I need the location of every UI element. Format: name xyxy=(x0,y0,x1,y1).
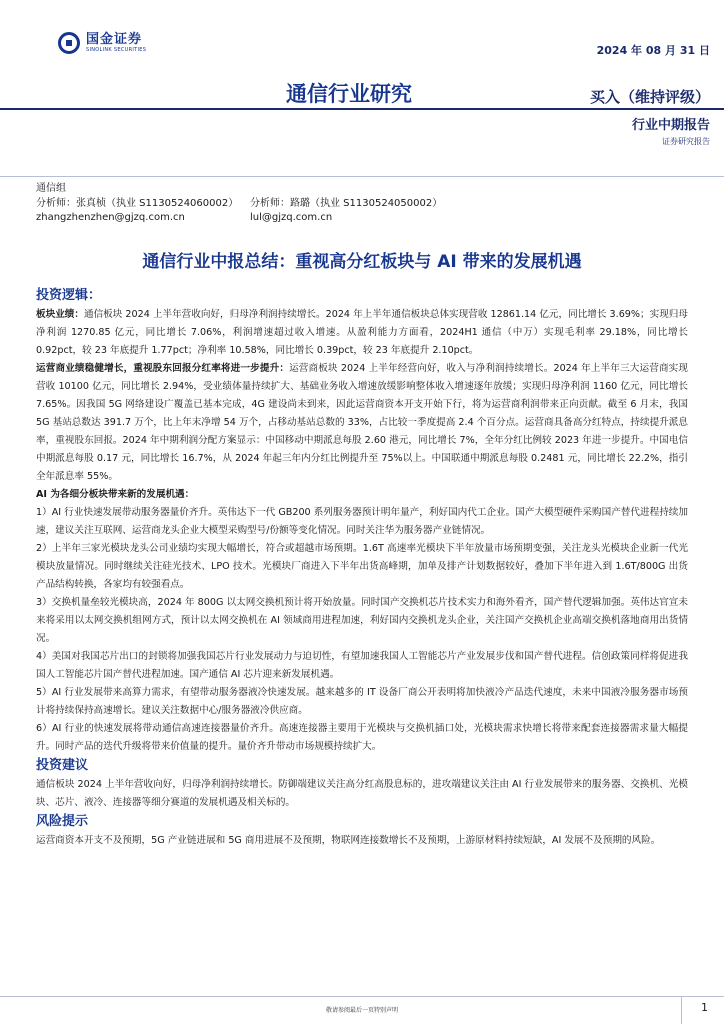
paragraph-lead: 板块业绩： xyxy=(36,309,84,320)
ai-item: 6）AI 行业的快速发展将带动通信高速连接器量价齐升。高速连接器主要用于光模块与交换机插口处，光模块需求快增长将带来配套连接器需求量大幅提升。同时产品的迭代升级将带来价值量的提升。量价齐升带动市场规模持续扩大。 xyxy=(36,723,688,752)
analyst-1-email[interactable]: zhangzhenzhen@gjzq.com.cn xyxy=(36,212,185,223)
header-divider xyxy=(0,108,724,110)
header-bottom-rule xyxy=(0,176,724,177)
company-logo xyxy=(58,32,146,54)
report-type: 行业中期报告 xyxy=(631,118,710,133)
paragraph-operators xyxy=(36,360,688,486)
ai-item: 2）上半年三家光模块龙头公司业绩均实现大幅增长，符合或超越市场预期。1.6T 高速率光模块下半年放量市场预期变强，关注龙头光模块企业新一代光模块放量情况。同时继续关注硅光技术、LPO 技术。光模块厂商进入下半年出货高峰期，加单及排产计划数据较好，叠加下半年进入到 1.6T/800G 出货产品结构转换，各家均有较强看点。 xyxy=(36,543,688,590)
ai-item: 1）AI 行业快速发展带动服务器量价齐升。英伟达下一代 GB200 系列服务器预计明年量产，利好国内代工企业。国产大模型硬件采购国产替代进程持续加速，建议关注互联网、运营商龙头企业大模型采购型号/份额等变化情况。同时关注华为服务器产业链情况。 xyxy=(36,507,688,536)
logo-name-en: SINOLINK SECURITIES xyxy=(86,47,147,53)
paragraph-text: 运营商板块 2024 上半年经营向好，收入与净利润持续增长。2024 年上半年三大运营商实现营收 10100 亿元，同比增长 2.94%，受业绩体量持续扩大、基础业务收入增速放缓影响整体收入增速逐年放缓；实现归母净利润 1160 亿元，同比增长 7.65%。因我国 5G 网络建设广覆盖已基本完成，4G 建设尚未到来，因此运营商资本开支开始下行，将为运营商利润带来正向贡献。截至 6 月末，我国 5G 基站总数达 391.7 万个，比上年末净增 54 万个，占移动基站总数的 33%，占比较一季度提高 2.4 个百分点。运营商具备高分红特点，持续提升派息率，重视股东回报。2024 年中期利润分配方案显示：中国移动中期派息每股 2.60 港元，同比增长 7%，全年分红比例较 2023 年进一步提升。中国电信中期派息每股 0.17 元，同比增长 16.7%，从 2024 年起三年内分红比例提升至 75%以上。中国联通中期派息每股 0.2481 元，同比增长 22.2%，指引全年派息率 55%。 xyxy=(36,363,689,482)
page-number: 1 xyxy=(701,1001,708,1014)
section-heading-risk: 风险提示 xyxy=(36,814,89,829)
paragraph-risk: 运营商资本开支不及预期，5G 产业链进展和 5G 商用进展不及预期，物联网连接数增长不及预期，上游原材料持续短缺，AI 发展不及预期的风险。 xyxy=(36,835,661,846)
paragraph-text: 通信板块 2024 上半年营收向好，归母净利润持续增长。2024 年上半年通信板块总体实现营收 12861.14 亿元，同比增长 3.69%；实现归母净利润 1270.85 亿元，同比增长 7.06%，利润增速超过收入增速。从盈利能力方面看，2024H1 通信（中万）实现毛利率 29.18%，同比增长 0.92pct，较 23 年底提升 1.77pct；净利率 10.58%，同比增长 0.39pct，较 23 年底提升 2.10pct。 xyxy=(36,309,688,356)
author-block xyxy=(36,182,442,226)
ai-item: 4）美国对我国芯片出口的封锁将加强我国芯片行业发展动力与迫切性，有望加速我国人工智能芯片产业发展步伐和国产替代进程。信创政策同样将促进我国人工智能芯片国产替代进程加速。国产通信 AI 芯片迎来新发展机遇。 xyxy=(36,651,688,680)
page-footer xyxy=(0,996,724,1024)
industry-title: 通信行业研究 xyxy=(286,82,412,106)
report-header xyxy=(0,0,724,180)
report-date: 2024 年 08 月 31 日 xyxy=(596,44,710,57)
paragraph-lead: 运营商业绩稳健增长，重视股东回报分红率将进一步提升： xyxy=(36,363,290,374)
paragraph-advice: 通信板块 2024 上半年营收向好，归母净利润持续增长。防御端建议关注高分红高股息标的，进攻端建议关注由 AI 行业发展带来的服务器、交换机、光模块、芯片、液冷、连接器等细分赛道的发展机遇及相关标的。 xyxy=(36,779,688,808)
logo-icon xyxy=(58,32,80,54)
section-heading-advice: 投资建议 xyxy=(36,758,89,773)
analyst-1: 分析师：张真桢（执业 S1130524060002） xyxy=(36,197,239,209)
report-subtype: 证券研究报告 xyxy=(662,137,710,146)
document-title: 通信行业中报总结：重视高分红板块与 AI 带来的发展机遇 xyxy=(142,252,582,272)
footer-divider xyxy=(681,997,682,1024)
report-body xyxy=(36,286,688,850)
ai-subheading: AI 为各细分板块带来新的发展机遇： xyxy=(36,489,195,500)
paragraph-performance xyxy=(36,306,688,360)
section-heading-logic: 投资逻辑： xyxy=(36,288,102,303)
logo-name-cn: 国金证券 xyxy=(86,32,143,47)
rating-label: 买入（维持评级） xyxy=(589,88,710,106)
author-group: 通信组 xyxy=(36,183,66,194)
analyst-2: 分析师：路璐（执业 S1130524050002） xyxy=(250,197,443,209)
disclaimer-note: 敬请参阅最后一页特别声明 xyxy=(325,1007,398,1014)
ai-item: 5）AI 行业发展带来高算力需求，有望带动服务器液冷快速发展。越来越多的 IT 设备厂商公开表明将加快液冷产品迭代速度，未来中国液冷服务器市场预计将持续保持高速增长。建议关注数据中心/服务器液冷供应商。 xyxy=(36,687,688,716)
ai-item: 3）交换机量垒较光模块高，2024 年 800G 以太网交换机预计将开始放量。同时国产交换机芯片技术实力和海外看齐，国产替代逻辑加强。英伟达官宣未来将采用以太网交换机组网方式，预计以太网交换机在 AI 领域商用进程加速，利好国内交换机龙头企业，关注国产交换机企业高端交换机落地商用出货情况。 xyxy=(36,597,688,644)
analyst-2-email[interactable]: lul@gjzq.com.cn xyxy=(250,212,333,223)
